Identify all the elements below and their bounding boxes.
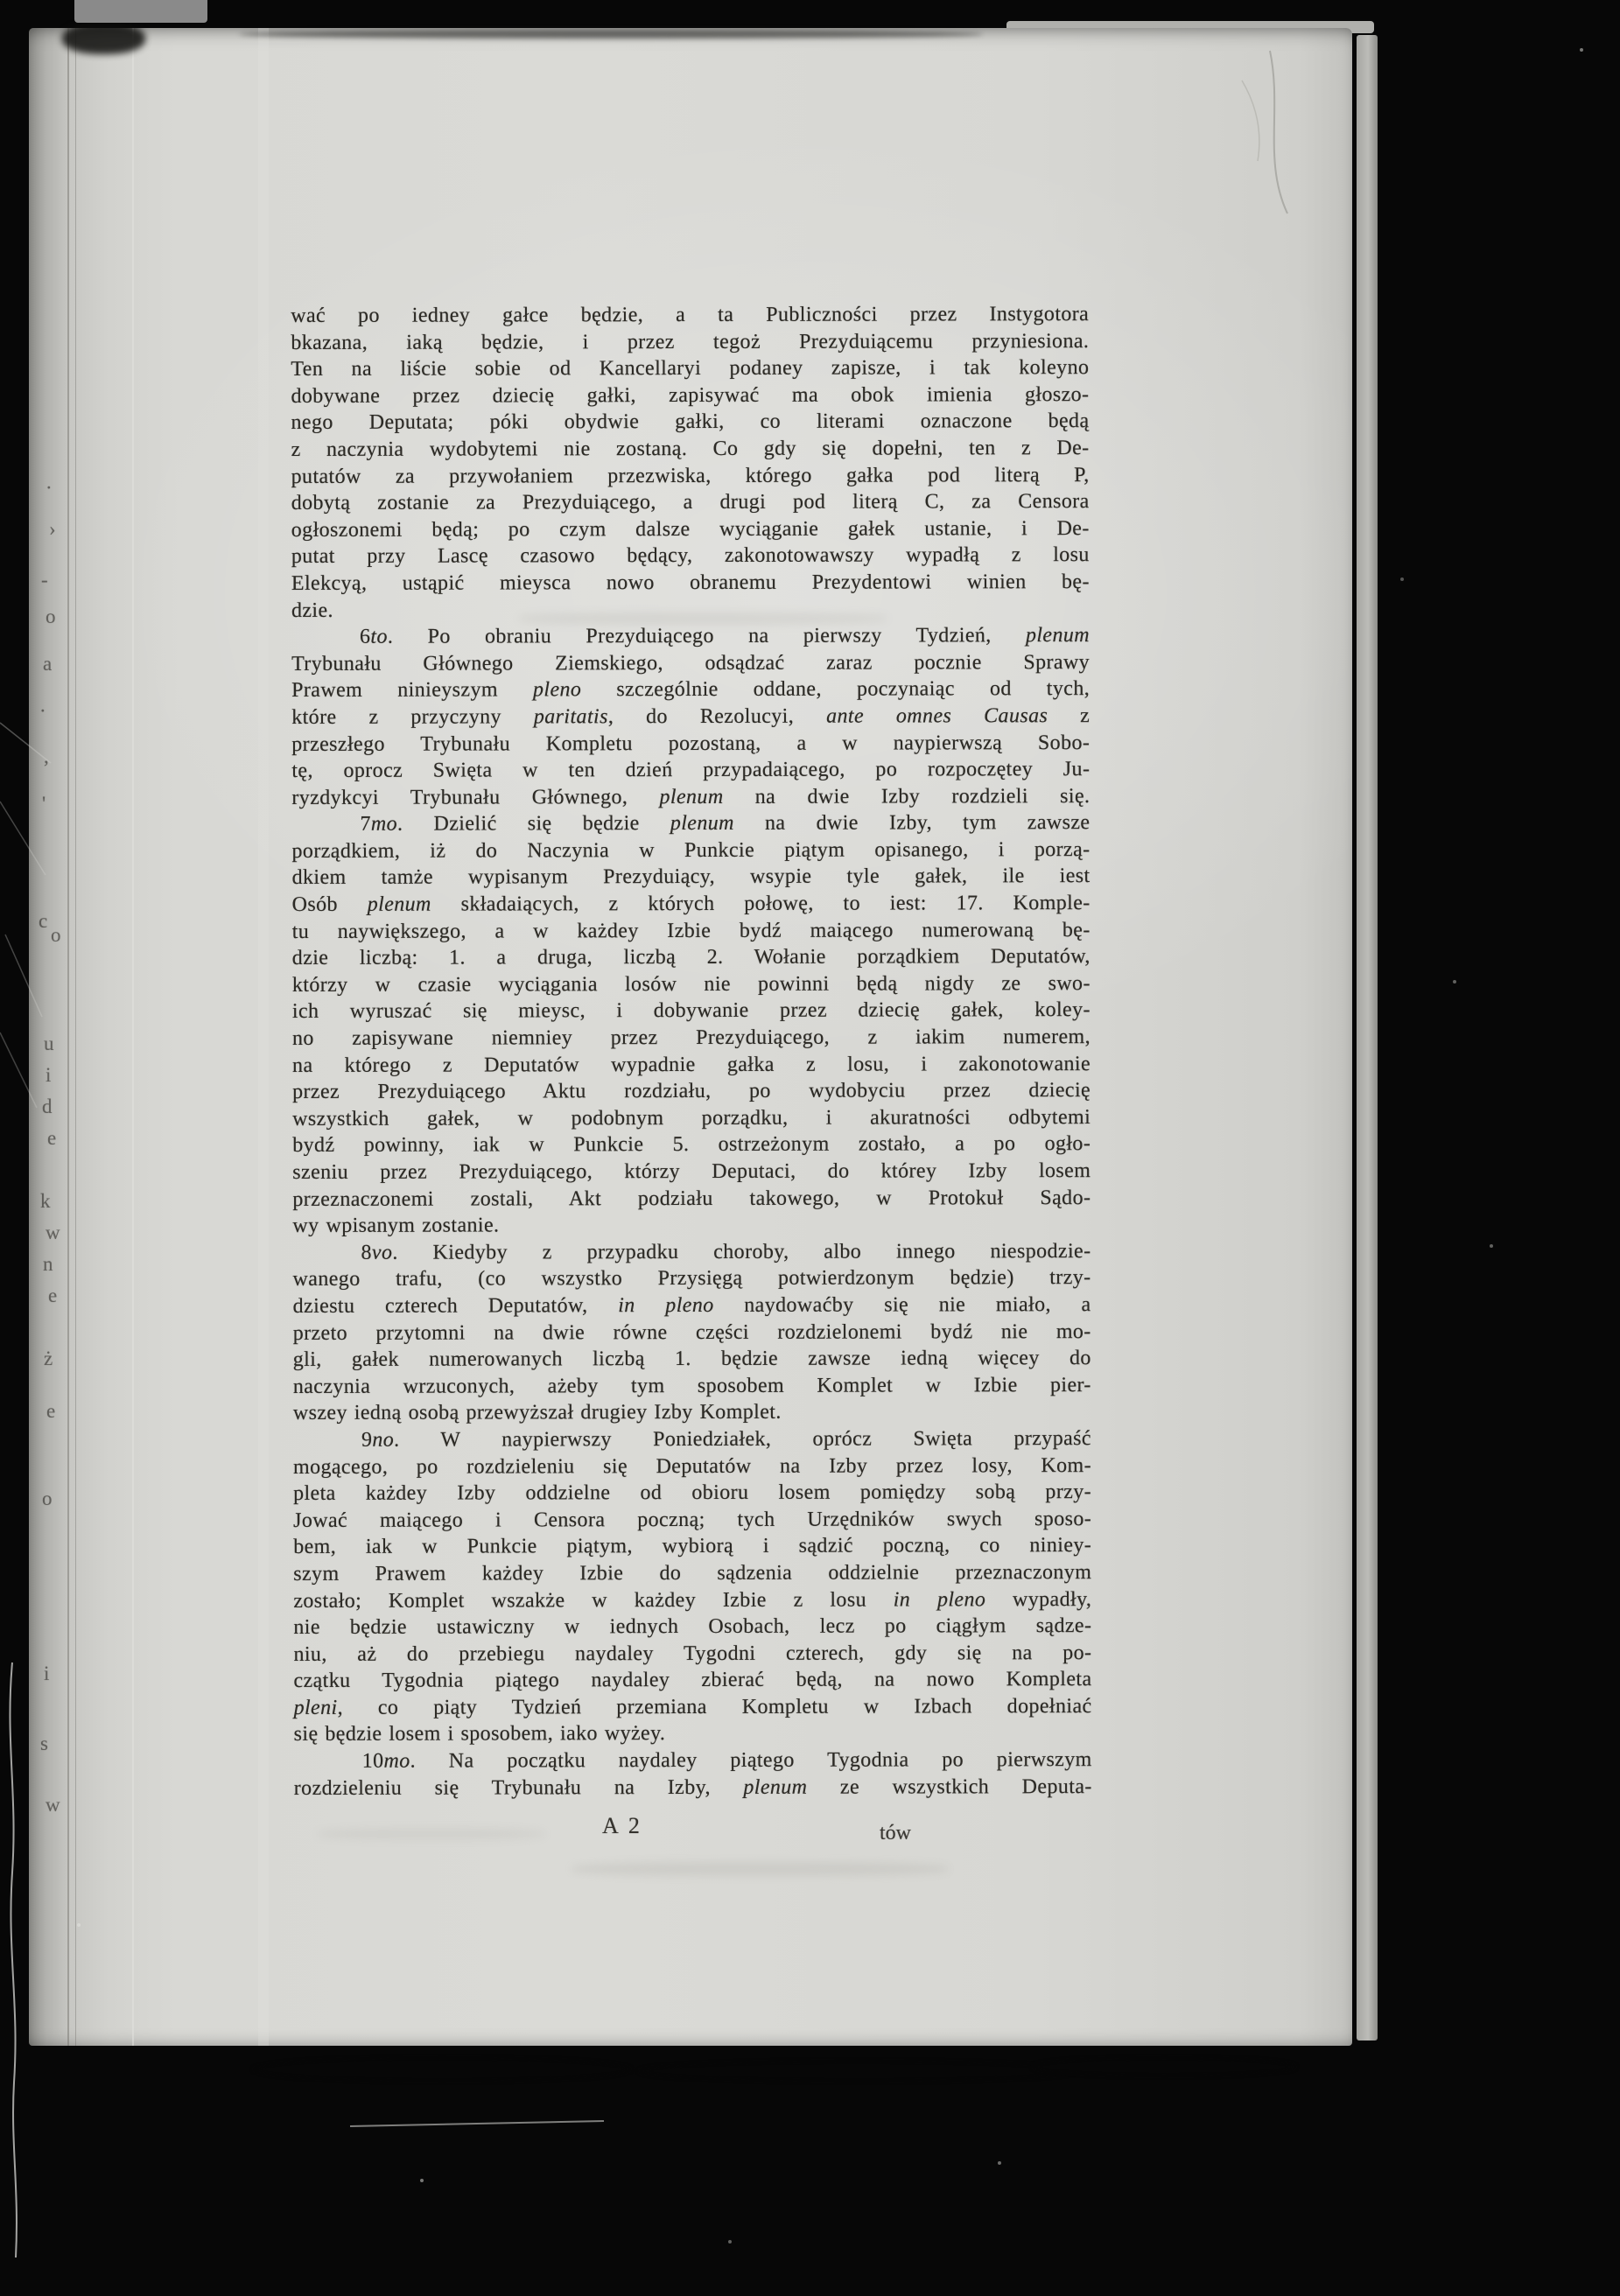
text-line: [293, 1666, 1091, 1695]
text-run: dobywane przez dziecię gałki, zapisywać ma obok imienia głoszo-: [291, 382, 1090, 408]
text-run: mogącego, po rozdzieleniu się Deputatów na Izby przez losy, Kom-: [292, 1453, 1092, 1479]
text-line: [291, 354, 1089, 383]
latin-italic-run: vo: [371, 1241, 393, 1264]
text-run: Elekcyą, ustąpić mieysca nowo obranemu Prezydentowi winien bę-: [291, 570, 1090, 595]
text-run: , co piąty Tydzień przemiana Kompletu w Izbach dopełniać: [337, 1694, 1092, 1719]
text-line: [292, 943, 1091, 972]
text-run: z: [1048, 704, 1091, 728]
text-run: niu, aż do przebiegu naydaley Tygodni czterech, gdy się na po-: [293, 1641, 1092, 1666]
signature-mark: A 2: [602, 1813, 642, 1838]
text-line: [291, 756, 1090, 785]
margin-fragment: ·: [39, 700, 46, 722]
text-line: [292, 864, 1091, 892]
margin-fragment: i: [44, 1662, 50, 1684]
text-line: [291, 435, 1090, 464]
text-line: [293, 1345, 1091, 1374]
text-line: [293, 1532, 1091, 1561]
text-run: przez Prezyduiącego Aktu rozdziału, po wydobyciu przez dziecię: [292, 1079, 1091, 1104]
text-line: [292, 1104, 1091, 1133]
text-line: [291, 462, 1090, 491]
text-run: zostało; Komplet wszakże w każdey Izbie z losu: [293, 1588, 894, 1613]
text-run: na dwie Izby, tym zawsze: [733, 811, 1091, 836]
text-line: [292, 1051, 1091, 1080]
latin-italic-run: mo: [383, 1749, 410, 1773]
text-run: . W naypierwszy Poniedziałek, oprócz Swięta przypaść: [394, 1426, 1091, 1452]
text-run: szeniu przez Prezyduiącego, którzy Deputaci, do którey Izby losem: [292, 1159, 1091, 1184]
latin-italic-run: in pleno: [618, 1293, 714, 1318]
text-line: [291, 542, 1090, 570]
text-line: [293, 1398, 1091, 1427]
text-run: ogłoszonemi będą; po czym dalsze wyciąganie gałek ustanie, i De-: [291, 516, 1090, 542]
text-run: 9: [361, 1428, 373, 1452]
margin-fragment: c: [39, 910, 48, 932]
text-run: 10: [361, 1749, 384, 1773]
text-run: naczynia wrzuconych, ażeby tym sposobem Komplet w Izbie pier-: [292, 1373, 1091, 1398]
text-run: ze wszystkich Deputa-: [807, 1774, 1092, 1799]
text-run: . Kiedyby z przypadku choroby, albo innego niespodzie-: [392, 1239, 1091, 1264]
text-run: dziestu czterech Deputatów,: [292, 1294, 619, 1318]
text-run: pleta każdey Izby oddzielne od obioru losem pomiędzy sobą przy-: [293, 1480, 1092, 1506]
margin-fragment: i: [46, 1064, 52, 1086]
text-line: [292, 890, 1091, 919]
text-line: [291, 836, 1090, 865]
text-line: [291, 676, 1090, 704]
text-line: [293, 1640, 1091, 1669]
text-run: szczególnie oddane, poczynaiąc od tych,: [581, 677, 1091, 702]
latin-italic-run: in pleno: [893, 1587, 986, 1612]
text-line: [293, 1559, 1091, 1588]
text-run: 8: [361, 1241, 372, 1264]
text-run: . Po obraniu Prezyduiącego na pierwszy Tydzień,: [387, 624, 1026, 648]
text-run: tu naywiększego, a w każdey Izbie bydź maiącego numerowaną bę-: [291, 918, 1091, 943]
latin-italic-run: paritatis: [533, 705, 608, 729]
text-line: [291, 622, 1090, 651]
margin-fragment: ż: [44, 1348, 53, 1369]
text-run: Osób: [291, 892, 368, 917]
text-run: na dwie Izby rozdzieli się.: [723, 784, 1091, 808]
text-line: [292, 1185, 1091, 1214]
margin-fragment: ,: [44, 746, 49, 767]
text-line: [291, 809, 1090, 838]
text-run: z naczynia wydobytemi nie zostaną. Co gdy się dopełni, ten z De-: [291, 437, 1090, 461]
text-line: [293, 1452, 1091, 1481]
text-run: wać po iedney gałce będzie, a ta Publiczności przez Instygotora: [291, 303, 1090, 327]
text-run: wy wpisanym zostanie.: [292, 1214, 500, 1238]
text-line: [293, 1372, 1091, 1401]
paper-sheet: [29, 28, 1352, 2046]
text-run: bydź powinny, iak w Punkcie 5. ostrzeżonym zostało, a po ogło-: [292, 1132, 1091, 1158]
text-line: [291, 783, 1090, 812]
text-run: bkazana, iaką będzie, i przez tegoż Prezyduiącemu przyniesiona.: [291, 329, 1090, 354]
text-run: porządkiem, iż do Naczynia w Punkcie piątym opisanego, i porzą-: [291, 837, 1091, 863]
text-run: Prawem ninieyszym: [291, 678, 533, 703]
text-line: [292, 997, 1091, 1026]
margin-fragment: o: [46, 606, 56, 627]
text-line: [291, 649, 1090, 678]
text-run: przeto przytomni na dwie równe części rozdzielonemi bydź nie mo-: [292, 1320, 1091, 1345]
text-line: [291, 515, 1090, 544]
text-line: [291, 596, 1090, 625]
latin-italic-run: mo: [370, 812, 398, 836]
margin-fragment: s: [40, 1732, 48, 1754]
text-line: [291, 382, 1089, 410]
margin-fragment: e: [48, 1284, 58, 1306]
text-run: , do Rezolucyi,: [607, 704, 827, 729]
body-text: [291, 301, 1092, 1802]
catchword: tów: [880, 1822, 911, 1844]
text-line: [292, 1130, 1091, 1159]
text-run: Jować maiącego i Censora poczną; tych Urzędników swych sposo-: [293, 1507, 1092, 1532]
text-run: 6: [359, 625, 371, 648]
text-line: [292, 1024, 1091, 1053]
text-line: [294, 1774, 1092, 1802]
margin-fragment: ': [42, 793, 46, 815]
margin-fragment: e: [46, 1400, 56, 1422]
margin-fragment: a: [43, 653, 53, 675]
latin-italic-run: to: [370, 625, 388, 648]
text-line: [292, 970, 1091, 999]
text-run: dkiem tamże wypisanym Prezyduiący, wsypie tyle gałek, ile iest: [291, 864, 1091, 890]
text-run: wszystkich gałek, w podobnym porządku, i akuratności odbytemi: [292, 1105, 1091, 1130]
latin-italic-run: plenum: [670, 812, 734, 836]
text-line: [291, 301, 1089, 330]
text-run: nie będzie ustawiczny w iednych Osobach, lecz po ciągłym sądze-: [293, 1614, 1092, 1640]
margin-fragment: u: [44, 1032, 54, 1054]
text-run: 7: [360, 813, 371, 836]
latin-italic-run: plenum: [743, 1775, 808, 1799]
margin-fragment: w: [46, 1794, 60, 1816]
text-line: [292, 917, 1091, 946]
text-run: czątku Tygodnia piątego naydaley zbierać będą, na nowo Kompleta: [293, 1668, 1092, 1693]
text-line: [292, 1158, 1091, 1186]
text-run: nego Deputata; póki obydwie gałki, co literami oznaczone będą: [291, 410, 1090, 435]
margin-fragment: w: [46, 1222, 60, 1243]
text-run: wszey iedną osobą przewyższał drugiey Izby Komplet.: [292, 1401, 782, 1425]
text-line: [291, 569, 1090, 598]
underlying-page-right-edge: [1357, 35, 1378, 2040]
margin-fragment: k: [40, 1190, 51, 1212]
latin-italic-run: pleno: [532, 678, 582, 702]
text-run: gli, gałek numerowanych liczbą 1. będzie zawsze iedną więcey do: [292, 1347, 1091, 1372]
text-line: [293, 1613, 1091, 1642]
text-line: [293, 1319, 1091, 1348]
text-run: przeznaczonemi zostali, Akt podziału takowego, w Protokuł Sądo-: [292, 1186, 1091, 1211]
text-line: [291, 408, 1089, 437]
text-run: putat przy Lascę czasowo będący, zakonotowawszy wypadłą z losu: [291, 543, 1090, 569]
text-run: putatów za przywołaniem przezwiska, którego gałka pod literą P,: [291, 463, 1090, 488]
latin-italic-run: plenum: [659, 785, 724, 808]
latin-italic-run: no: [372, 1428, 395, 1452]
text-run: Trybunału Głównego Ziemskiego, odsądzać zaraz pocznie Sprawy: [291, 650, 1091, 676]
text-line: [291, 488, 1090, 517]
latin-italic-run: pleni: [293, 1696, 338, 1719]
text-line: [293, 1292, 1091, 1320]
text-run: się będzie losem i sposobem, iako wyżey.: [293, 1722, 666, 1746]
text-line: [291, 328, 1089, 357]
text-run: naydowaćby się nie miało, a: [713, 1293, 1091, 1317]
margin-fragment: o: [42, 1488, 53, 1509]
latin-italic-run: ante omnes Causas: [826, 704, 1048, 728]
text-run: którzy w czasie wyciągania losów nie powinni będą nigdy ze swo-: [291, 971, 1091, 997]
text-line: [291, 703, 1090, 732]
text-run: dzie liczbą: 1. a druga, liczbą 2. Wołanie porządkiem Deputatów,: [291, 945, 1091, 970]
bottom-edge-wave: [639, 2062, 1076, 2081]
text-run: bem, iak w Punkcie piątym, wybiorą i sądzić poczną, co niniey-: [293, 1534, 1092, 1559]
text-line: [292, 1077, 1091, 1106]
margin-fragment: ›: [49, 518, 56, 540]
text-line: [294, 1720, 1092, 1749]
margin-fragment: ·: [46, 477, 53, 499]
scanner-tab: [74, 0, 207, 23]
text-run: Ten na liście sobie od Kancellaryi podaney zapisze, i tak koleyno: [291, 356, 1090, 382]
text-run: wanego trafu, (co wszystko Przysięgą potwierdzonym będzie) trzy-: [292, 1266, 1091, 1292]
text-line: [293, 1479, 1091, 1508]
latin-italic-run: plenum: [367, 892, 431, 916]
text-line: [293, 1506, 1091, 1535]
text-run: . Na początku naydaley piątego Tygodnia po pierwszym: [410, 1748, 1092, 1773]
text-line: [293, 1586, 1091, 1615]
bottom-edge-wave: [1033, 2058, 1295, 2076]
text-run: rozdzieleniu się Trybunału na Izby,: [293, 1775, 744, 1800]
text-run: które z przyczyny: [291, 705, 534, 729]
margin-fragment: o: [51, 924, 61, 946]
text-run: szym Prawem każdey Izbie do sądzenia oddzielnie przeznaczonym: [293, 1560, 1092, 1586]
margin-fragment: -: [41, 569, 48, 591]
text-line: [292, 1238, 1091, 1267]
text-run: tę, oprocz Swięta w ten dzień przypadaiącego, po rozpoczętey Ju-: [291, 758, 1091, 783]
text-line: [294, 1693, 1092, 1722]
text-line: [294, 1746, 1092, 1775]
text-run: ryzdykcyi Trybunału Głównego,: [291, 785, 660, 809]
text-run: ich wyruszać się mieysc, i dobywanie przez dziecię gałek, koley-: [291, 998, 1091, 1024]
margin-fragment: d: [42, 1096, 53, 1117]
bottom-edge-wave: [254, 2058, 630, 2081]
latin-italic-run: plenum: [1025, 624, 1091, 648]
text-run: dobytą zostanie za Prezyduiącego, a drugi pod literą C, za Censora: [291, 490, 1090, 515]
text-run: przeszłego Trybunału Kompletu pozostaną, a w naypierwszą Sobo-: [291, 731, 1091, 756]
text-run: wypadły,: [985, 1587, 1092, 1611]
text-run: . Dzielić się będzie: [396, 812, 670, 836]
text-line: [292, 1211, 1091, 1240]
text-line: [291, 730, 1090, 759]
text-run: składaiących, z których połowę, to iest: 17. Komple-: [431, 892, 1091, 916]
text-run: dzie.: [291, 598, 333, 622]
text-run: no zapisywane niemniey przez Prezyduiącego, z iakim numerem,: [291, 1026, 1091, 1050]
margin-fragment: n: [43, 1253, 53, 1275]
text-line: [293, 1264, 1091, 1293]
margin-fragment: e: [47, 1127, 57, 1149]
text-line: [293, 1425, 1091, 1454]
text-run: na którego z Deputatów wypadnie gałka z losu, i zakonotowanie: [292, 1052, 1091, 1077]
